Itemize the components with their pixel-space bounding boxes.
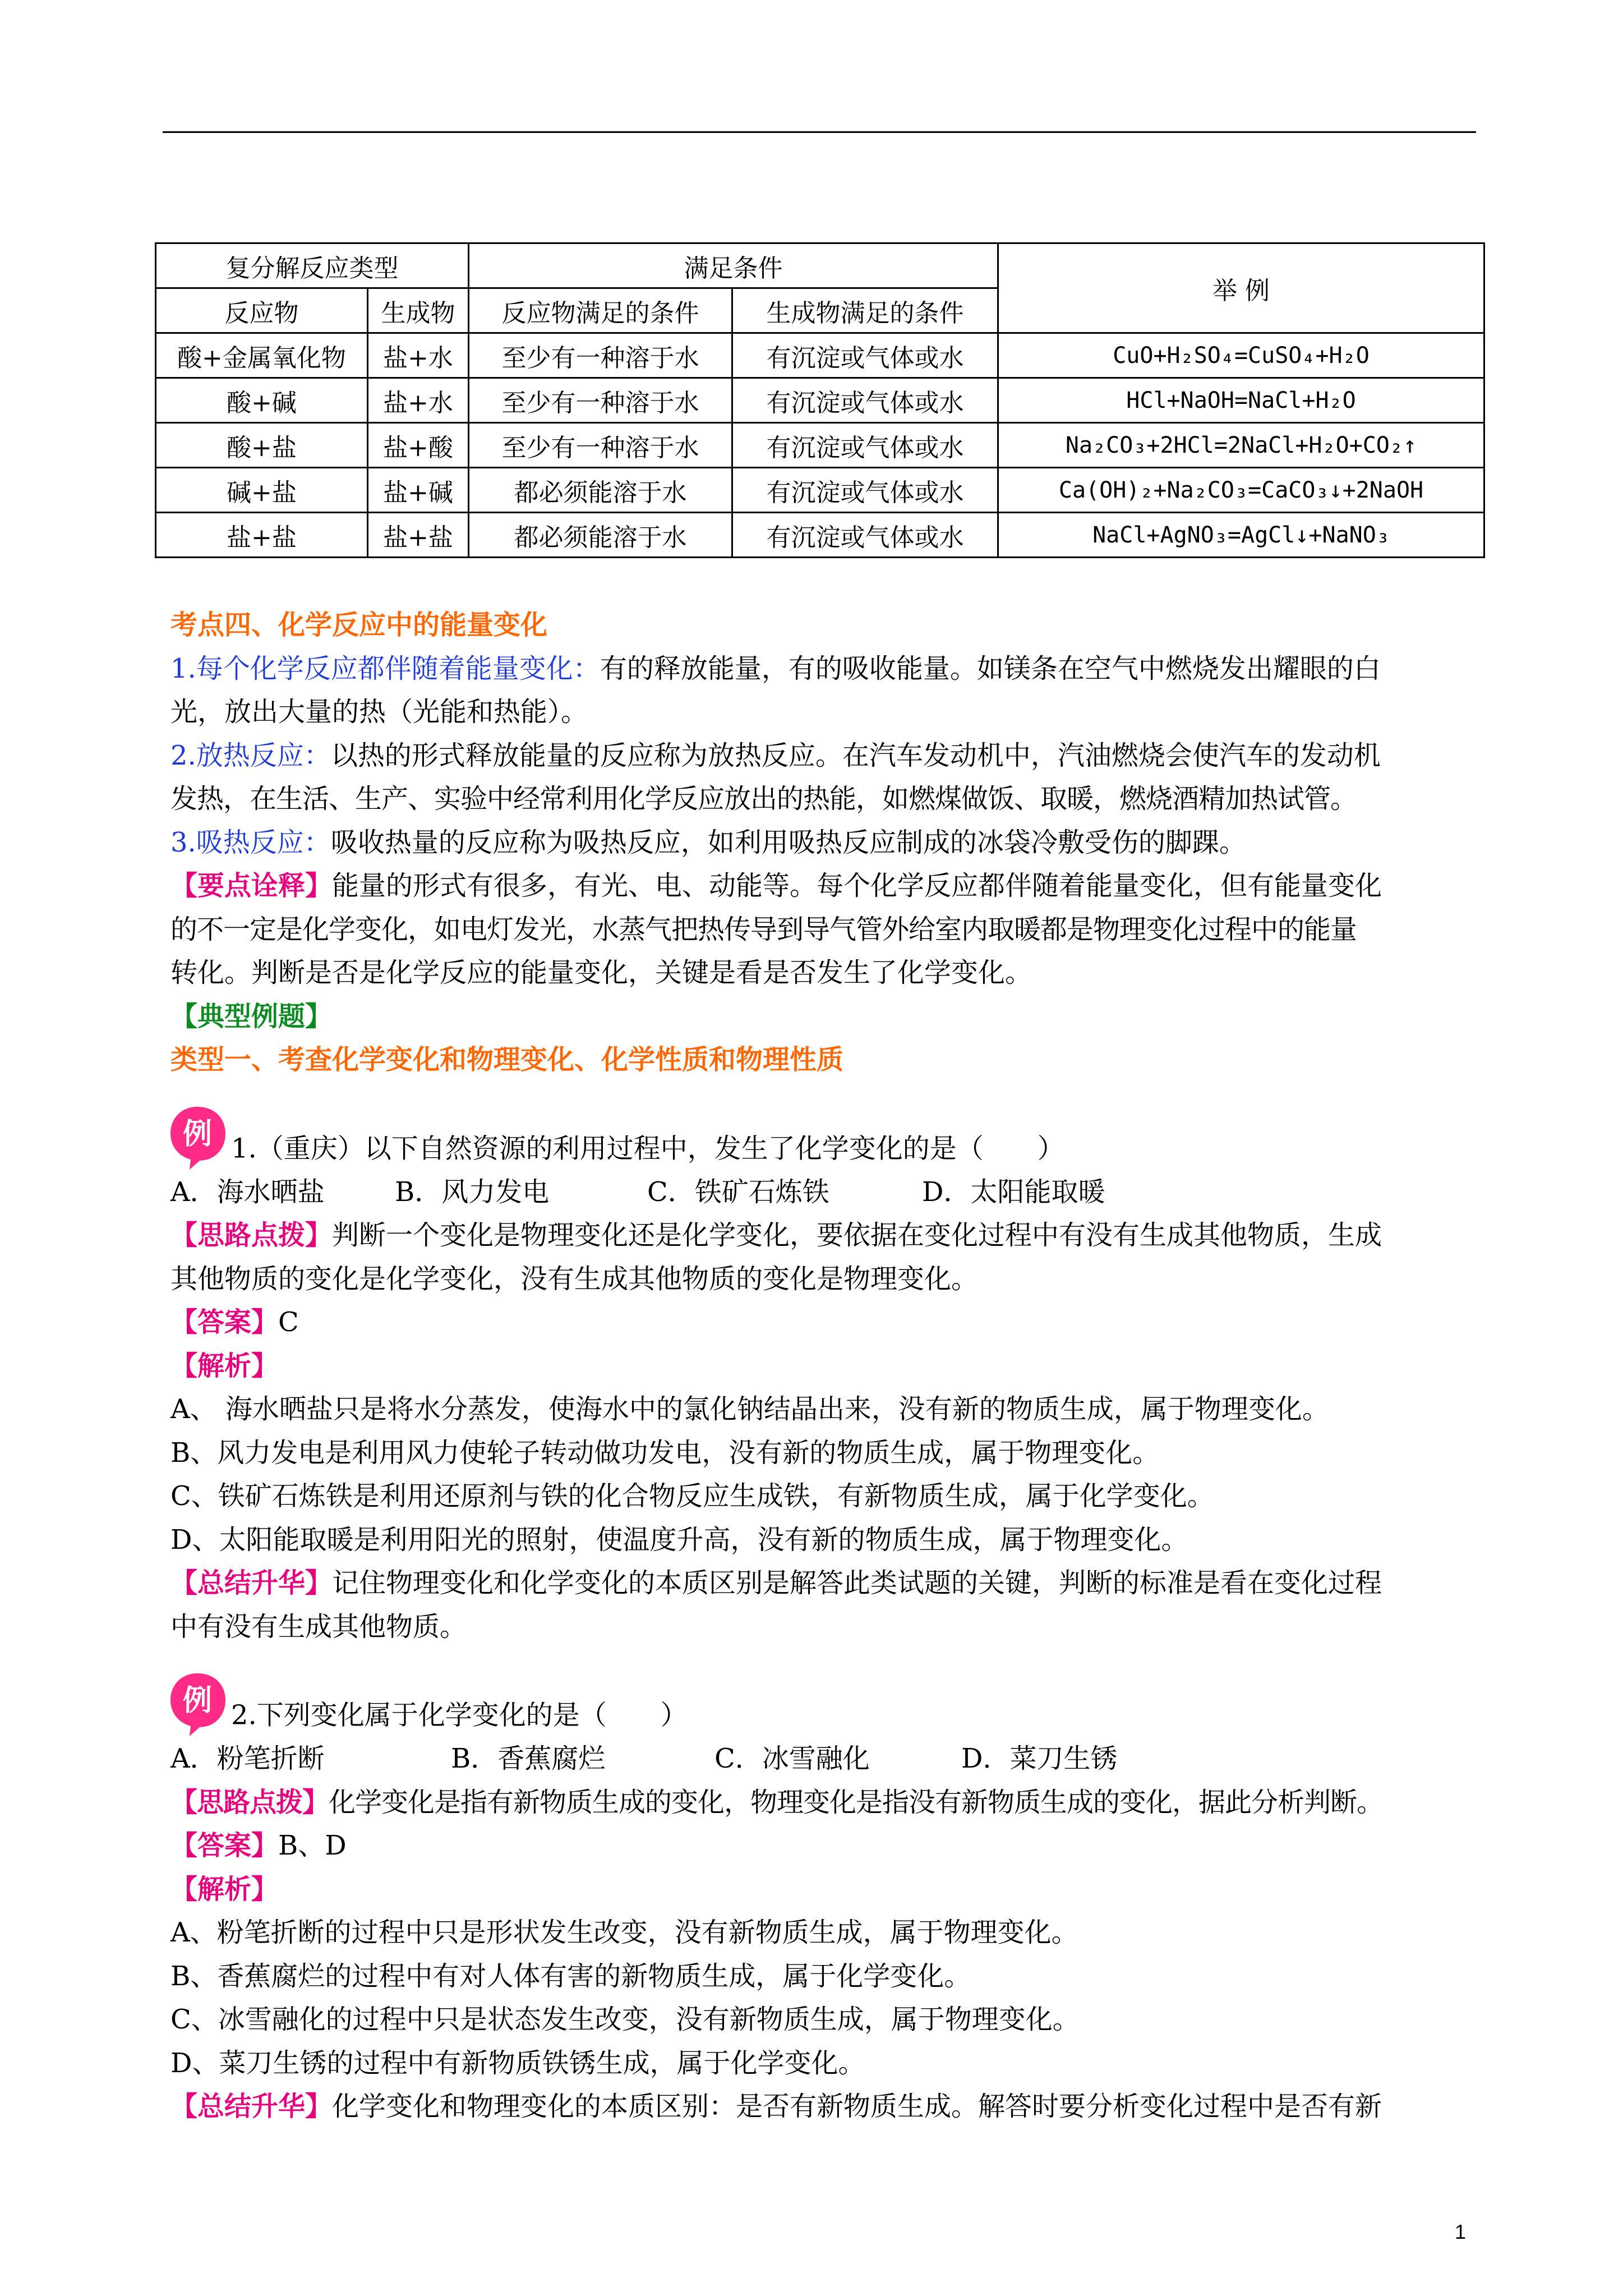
p2-label: 2.放热反应： [170,739,331,771]
cell-rcond: 至少有一种溶于水 [469,333,732,378]
q1-stem [170,1105,1477,1171]
key-label: 【要点诠释】 [170,870,333,901]
cell-product: 盐+盐 [368,513,469,558]
p3-label: 3.吸热反应： [170,826,331,858]
example-badge-icon [167,1671,228,1737]
q2-analysis-a: A、粉笔折断的过程中只是形状发生改变，没有新物质生成，属于物理变化。 [170,1917,1078,1948]
q2-analysis-b: B、香蕉腐烂的过程中有对人体有害的新物质生成，属于化学变化。 [170,1960,971,1992]
q2-answer-label: 【答案】 [170,1830,279,1861]
cell-pcond: 有沉淀或气体或水 [732,333,998,378]
cell-reactant: 酸+碱 [156,378,368,423]
q1-option-b: B．风力发电 [395,1176,550,1208]
q1-answer-label: 【答案】 [170,1306,279,1338]
p2-line2: 发热，在生活、生产、实验中经常利用化学反应放出的热能，如燃煤做饭、取暖，燃烧酒精加热试管。 [170,783,1357,815]
q1-option-c: C．铁矿石炼铁 [647,1176,829,1208]
q2-option-c: C．冰雪融化 [714,1743,870,1774]
p2-text: 以热的形式释放能量的反应称为放热反应。在汽车发动机中，汽油燃烧会使汽车的发动机 [330,739,1381,771]
cell-product: 盐+水 [368,378,469,423]
sub-reactant: 反应物 [156,288,368,333]
q2-options [170,1737,1477,1781]
key-line2: 的不一定是化学变化，如电灯发光，水蒸气把热传导到导气管外给室内取暖都是物理变化过程中的能量 [170,913,1357,945]
cell-example: Ca(OH)₂+Na₂CO₃=CaCO₃↓+2NaOH [998,468,1484,513]
q1-options [170,1171,1477,1214]
q2-analysis-label: 【解析】 [170,1873,279,1905]
q1-analysis-c: C、铁矿石炼铁是利用还原剂与铁的化合物反应生成铁，有新物质生成，属于化学变化。 [170,1480,1214,1512]
cell-reactant: 盐+盐 [156,513,368,558]
q1-hint-text: 判断一个变化是物理变化还是化学变化，要依据在变化过程中有没有生成其他物质，生成 [332,1220,1382,1251]
cell-example: CuO+H₂SO₄=CuSO₄+H₂O [998,333,1484,378]
key-point [170,864,1477,908]
table-row [156,378,1484,423]
q2-summary [170,2085,1477,2129]
paragraph-1 [170,647,1477,691]
cell-rcond: 都必须能溶于水 [469,513,732,558]
q1-analysis-d: D、太阳能取暖是利用阳光的照射，使温度升高，没有新的物质生成，属于物理变化。 [170,1524,1188,1556]
cell-example: NaCl+AgNO₃=AgCl↓+NaNO₃ [998,513,1484,558]
q1-hint-line2: 其他物质的变化是化学变化，没有生成其他物质的变化是物理变化。 [170,1263,979,1295]
q1-summary [170,1562,1477,1605]
q1-analysis-b: B、风力发电是利用风力使轮子转动做功发电，没有新的物质生成，属于物理变化。 [170,1437,1160,1469]
main-content [170,604,1477,2129]
q2-hint-label: 【思路点拨】 [170,1786,329,1818]
cell-pcond: 有沉淀或气体或水 [732,513,998,558]
q1-answer-value: C [278,1306,299,1338]
cell-rcond: 都必须能溶于水 [469,468,732,513]
p1-text: 有的释放能量，有的吸收能量。如镁条在空气中燃烧发出耀眼的白 [600,652,1381,684]
q1-option-d: D．太阳能取暖 [922,1176,1105,1208]
header-condition: 满足条件 [469,243,998,288]
cell-product: 盐+水 [368,333,469,378]
q2-option-d: D．菜刀生锈 [961,1743,1118,1774]
q1-summary-line2: 中有没有生成其他物质。 [170,1611,467,1642]
cell-product: 盐+酸 [368,423,469,468]
q2-option-a: A．粉笔折断 [170,1743,325,1774]
q1-summary-text: 记住物理变化和化学变化的本质区别是解答此类试题的关键，判断的标准是看在变化过程 [332,1567,1382,1599]
svg-text:例: 例 [182,1117,213,1151]
svg-text:例: 例 [182,1684,213,1718]
type1-heading: 类型一、考查化学变化和物理变化、化学性质和物理性质 [170,1044,844,1075]
q1-answer [170,1301,1477,1345]
q2-hint-text: 化学变化是指有新物质生成的变化，物理变化是指没有新物质生成的变化，据此分析判断。 [329,1786,1384,1818]
example-badge-icon [167,1105,228,1171]
cell-reactant: 酸+盐 [156,423,368,468]
page-number: 1 [1455,2220,1467,2243]
p3-text: 吸收热量的反应称为吸热反应，如利用吸热反应制成的冰袋冷敷受伤的脚踝。 [330,826,1246,858]
p1-label: 1.每个化学反应都伴随着能量变化： [170,652,600,684]
table-row [156,333,1484,378]
paragraph-2 [170,734,1477,778]
table-row [156,423,1484,468]
section-title: 考点四、化学反应中的能量变化 [170,609,548,641]
cell-reactant: 酸+金属氧化物 [156,333,368,378]
q1-hint-label: 【思路点拨】 [170,1220,333,1251]
cell-pcond: 有沉淀或气体或水 [732,423,998,468]
cell-example: Na₂CO₃+2HCl=2NaCl+H₂O+CO₂↑ [998,423,1484,468]
cell-reactant: 碱+盐 [156,468,368,513]
q1-hint [170,1214,1477,1258]
cell-rcond: 至少有一种溶于水 [469,378,732,423]
q2-answer [170,1824,1477,1868]
q2-analysis-d: D、菜刀生锈的过程中有新物质铁锈生成，属于化学变化。 [170,2047,865,2079]
sub-reactant-cond: 反应物满足的条件 [469,288,732,333]
p1-line2: 光，放出大量的热（光能和热能）。 [170,696,588,728]
table-row [156,468,1484,513]
q2-summary-label: 【总结升华】 [170,2091,333,2122]
cell-pcond: 有沉淀或气体或水 [732,378,998,423]
q2-stem-text: 2.下列变化属于化学变化的是（ ） [231,1699,688,1731]
q1-stem-text: 1.（重庆）以下自然资源的利用过程中，发生了化学变化的是（ ） [231,1133,1064,1164]
q1-option-a: A．海水晒盐 [170,1176,325,1208]
key-line3: 转化。判断是否是化学反应的能量变化，关键是看是否发生了化学变化。 [170,957,1032,988]
header-type: 复分解反应类型 [156,243,469,288]
q2-summary-text: 化学变化和物理变化的本质区别：是否有新物质生成。解答时要分析变化过程中是否有新 [332,2091,1382,2122]
header-rule [163,131,1476,133]
q1-analysis-a: A、 海水晒盐只是将水分蒸发，使海水中的氯化钠结晶出来，没有新的物质生成，属于物理变化。 [170,1393,1329,1425]
cell-pcond: 有沉淀或气体或水 [732,468,998,513]
q1-analysis-label: 【解析】 [170,1350,279,1382]
header-example: 举 例 [998,243,1484,333]
sub-product: 生成物 [368,288,469,333]
table-row [156,513,1484,558]
cell-example: HCl+NaOH=NaCl+H₂O [998,378,1484,423]
key-text: 能量的形式有很多，有光、电、动能等。每个化学反应都伴随着能量变化，但有能量变化 [332,870,1382,901]
reaction-table [155,242,1485,558]
q2-hint [170,1781,1477,1825]
q2-option-b: B．香蕉腐烂 [451,1743,606,1774]
q2-answer-value: B、D [278,1830,347,1861]
cell-rcond: 至少有一种溶于水 [469,423,732,468]
sub-product-cond: 生成物满足的条件 [732,288,998,333]
q1-summary-label: 【总结升华】 [170,1567,333,1599]
cell-product: 盐+碱 [368,468,469,513]
q2-analysis-c: C、冰雪融化的过程中只是状态发生改变，没有新物质生成，属于物理变化。 [170,2004,1080,2035]
q2-stem [170,1671,1477,1737]
examples-heading: 【典型例题】 [170,1000,333,1032]
paragraph-3 [170,821,1477,865]
